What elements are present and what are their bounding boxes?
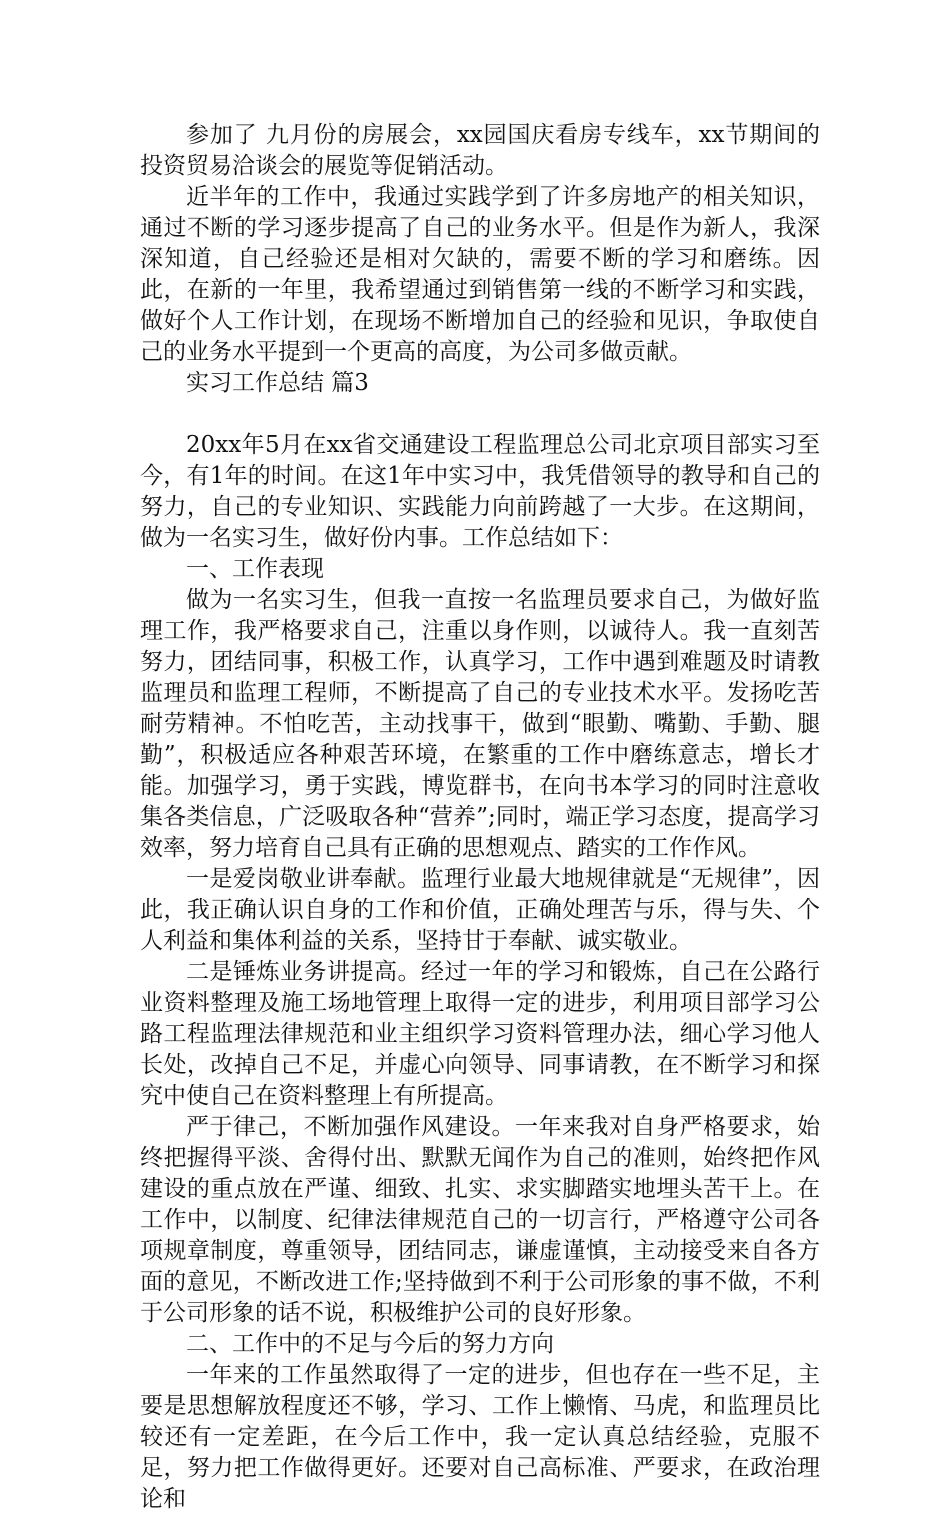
document-body	[140, 120, 820, 1515]
subheading-work-performance: 一、工作表现	[186, 556, 324, 582]
subheading-shortcomings: 二、工作中的不足与今后的努力方向	[186, 1331, 554, 1357]
paragraph-expo-activities: 参加了 九月份的房展会，xx园国庆看房专线车，xx节期间的投资贸易洽谈会的展览等促销活动。	[140, 122, 820, 179]
paragraph-skill-improvement: 二是锤炼业务讲提高。经过一年的学习和锻炼，自己在公路行业资料整理及施工场地管理上取得一定的进步，利用项目部学习公路工程监理法律规范和业主组织学习资料管理办法，细心学习他人长处，改掉自己不足，并虚心向领导、同事请教，在不断学习和探究中使自己在资料整理上有所提高。	[140, 959, 820, 1109]
paragraph-work-performance: 做为一名实习生，但我一直按一名监理员要求自己，为做好监理工作，我严格要求自己，注重以身作则，以诚待人。我一直刻苦努力，团结同事，积极工作，认真学习，工作中遇到难题及时请教监理员和监理工程师，不断提高了自己的专业技术水平。发扬吃苦耐劳精神。不怕吃苦，主动找事干，做到“眼勤、嘴勤、手勤、腿勤”，积极适应各种艰苦环境，在繁重的工作中磨练意志，增长才能。加强学习，勇于实践，博览群书，在向书本学习的同时注意收集各类信息，广泛吸取各种“营养”;同时，端正学习态度，提高学习效率，努力培育自己具有正确的思想观点、踏实的工作作风。	[140, 587, 820, 861]
paragraph-half-year-summary: 近半年的工作中，我通过实践学到了许多房地产的相关知识，通过不断的学习逐步提高了自己的业务水平。但是作为新人，我深深知道，自己经验还是相对欠缺的，需要不断的学习和磨练。因此，在新的一年里，我希望通过到销售第一线的不断学习和实践，做好个人工作计划，在现场不断增加自己的经验和见识，争取使自己的业务水平提到一个更高的高度，为公司多做贡献。	[140, 184, 820, 365]
paragraph-self-discipline: 严于律己，不断加强作风建设。一年来我对自身严格要求，始终把握得平淡、舍得付出、默默无闻作为自己的准则，始终把作风建设的重点放在严谨、细致、扎实、求实脚踏实地埋头苦干上。在工作中，以制度、纪律法律规范自己的一切言行，严格遵守公司各项规章制度，尊重领导，团结同志，谦虚谨慎，主动接受来自各方面的意见，不断改进工作;坚持做到不利于公司形象的事不做，不利于公司形象的话不说，积极维护公司的良好形象。	[140, 1114, 820, 1326]
paragraph-dedication: 一是爱岗敬业讲奉献。监理行业最大地规律就是“无规律”，因此，我正确认识自身的工作和价值，正确处理苦与乐，得与失、个人利益和集体利益的关系，坚持甘于奉献、诚实敬业。	[140, 866, 820, 954]
paragraph-internship-intro: 20xx年5月在xx省交通建设工程监理总公司北京项目部实习至今，有1年的时间。在这1年中实习中，我凭借领导的教导和自己的努力，自己的专业知识、实践能力向前跨越了一大步。在这期间，做为一名实习生，做好份内事。工作总结如下：	[140, 432, 820, 551]
blank-line	[140, 399, 820, 430]
section-heading-part-3: 实习工作总结 篇3	[186, 370, 369, 396]
paragraph-shortcomings: 一年来的工作虽然取得了一定的进步，但也存在一些不足，主要是思想解放程度还不够，学习、工作上懒惰、马虎，和监理员比较还有一定差距，在今后工作中，我一定认真总结经验，克服不足，努力把工作做得更好。还要对自己高标准、严要求，在政治理论和	[140, 1362, 820, 1512]
